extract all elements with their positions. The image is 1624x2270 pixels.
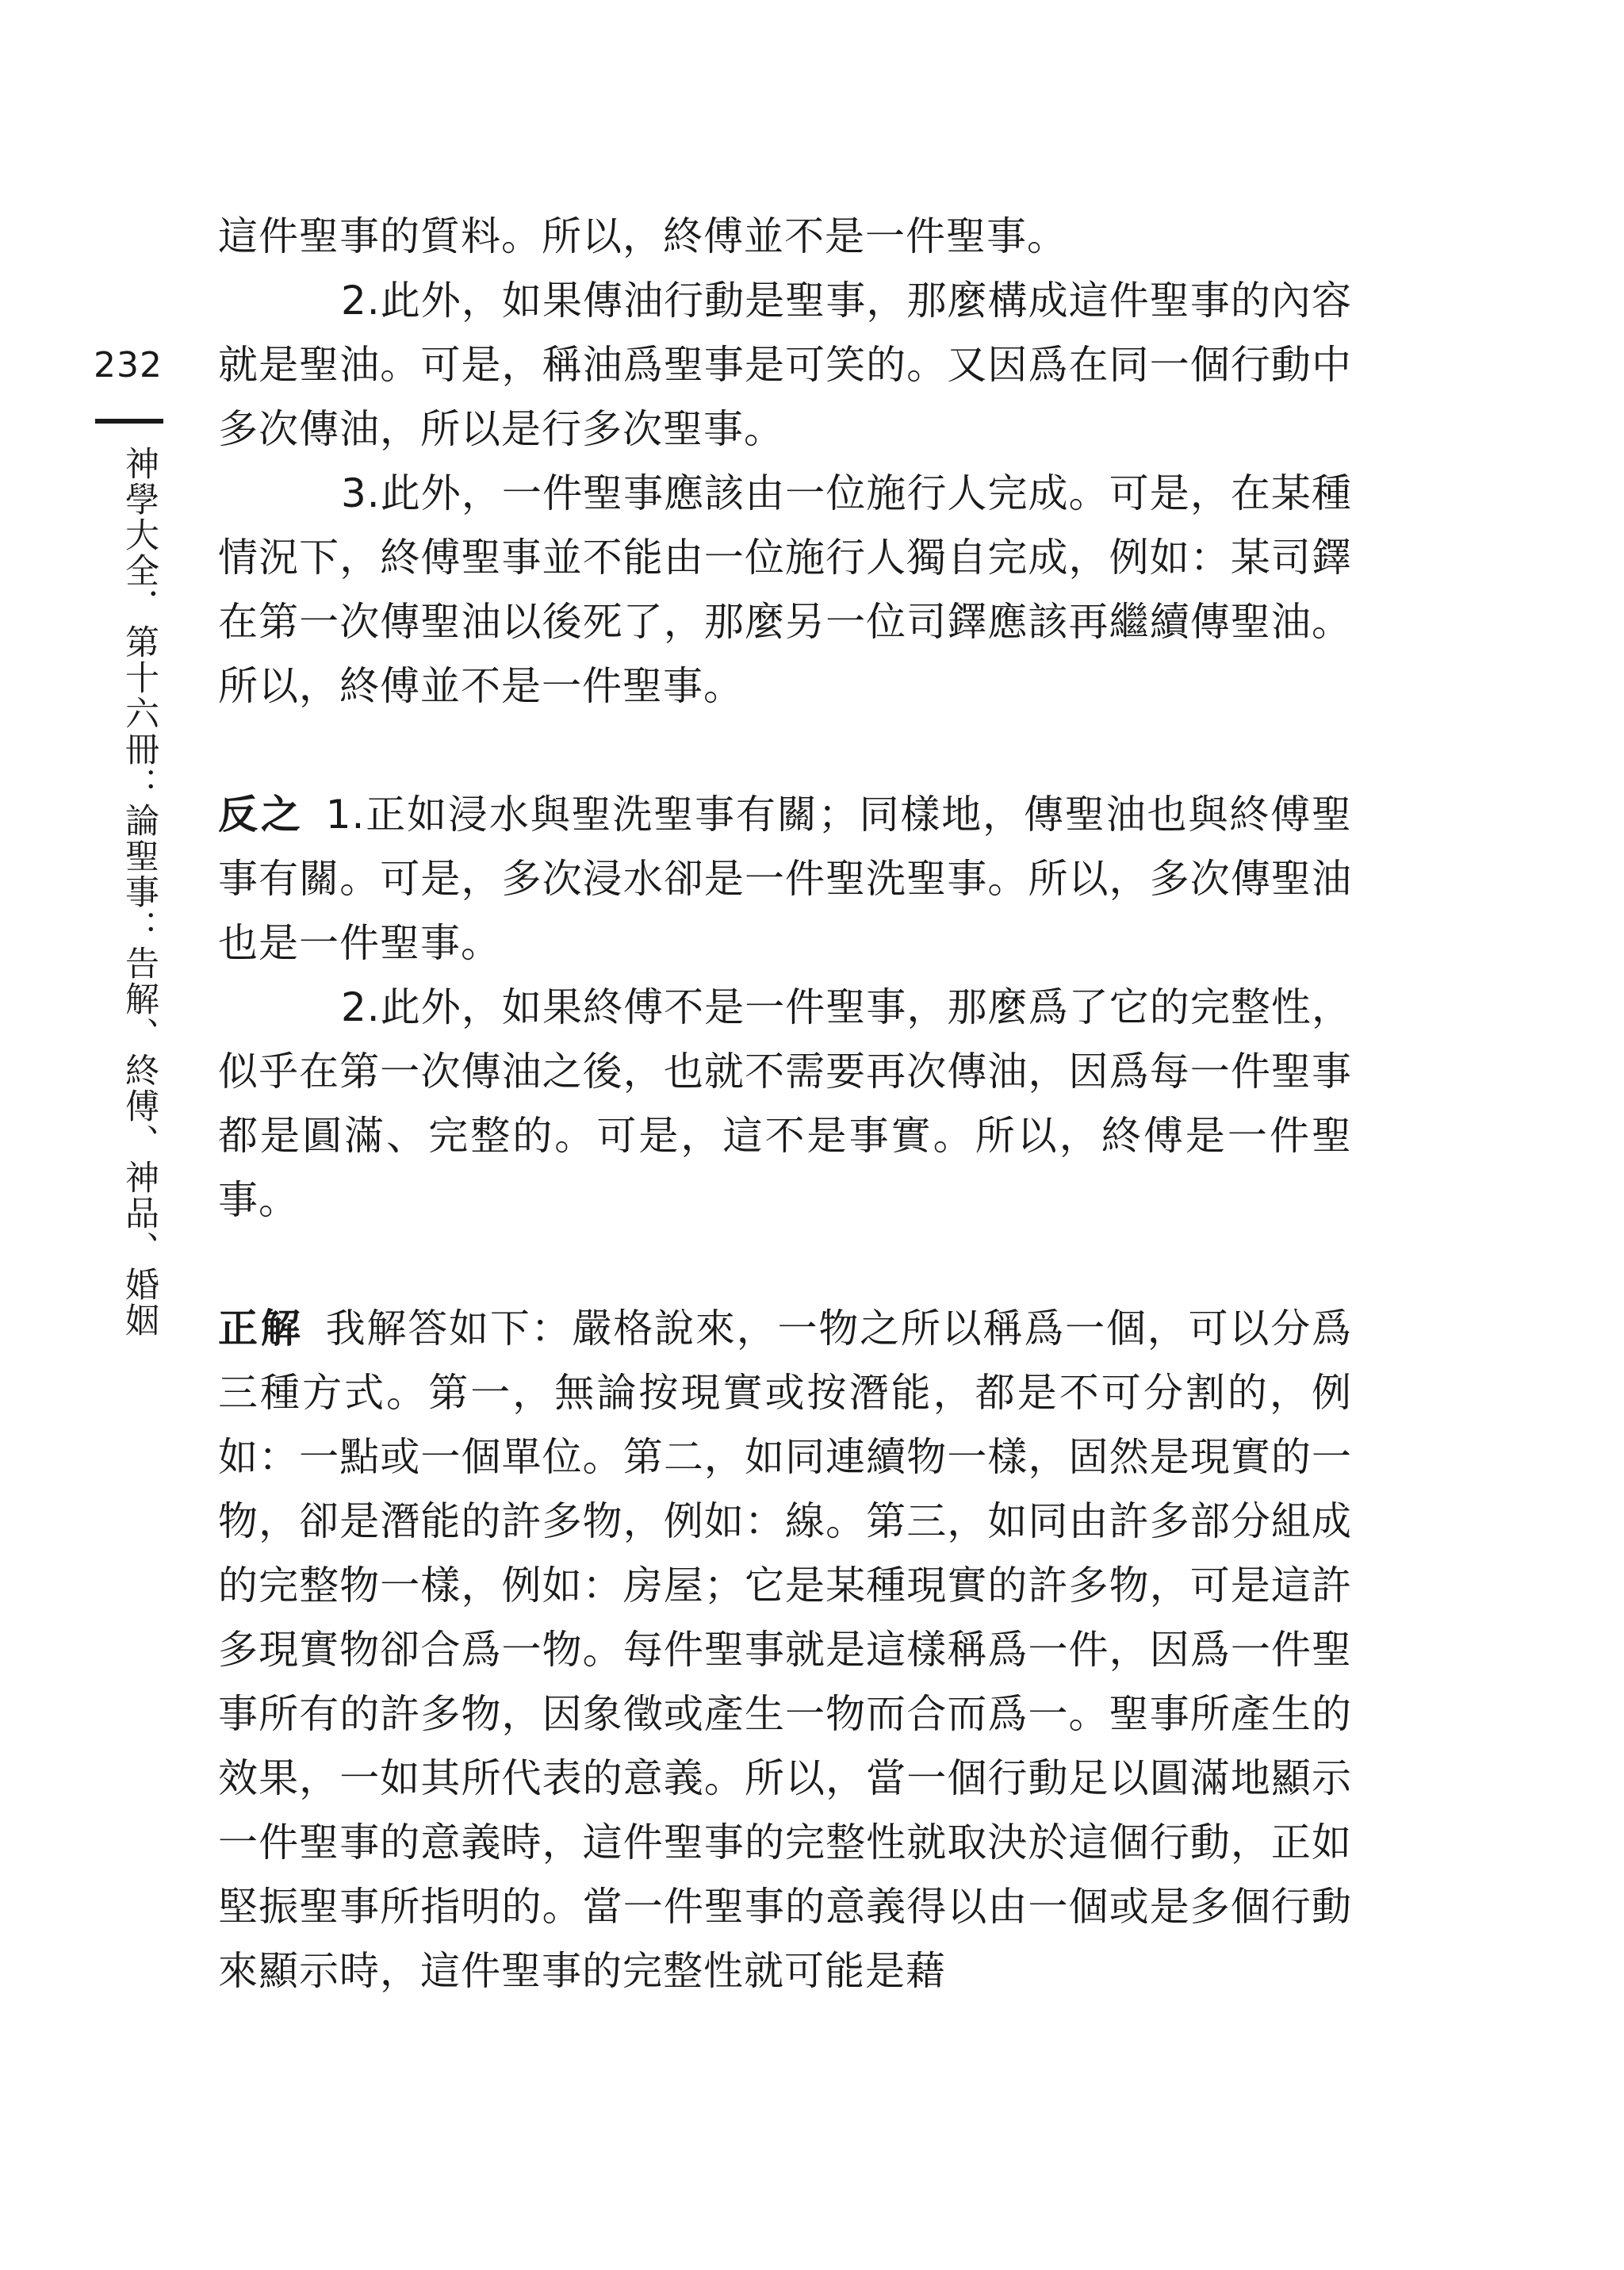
paragraph-answer — [218, 1297, 1352, 2004]
paragraph-text: 1.正如浸水與聖洗聖事有關；同樣地，傳聖油也與終傅聖事有關。可是，多次浸水卻是一件聖洗聖事。所以，多次傳聖油也是一件聖事。 — [218, 792, 1352, 966]
paragraph-text: 2.此外，如果終傅不是一件聖事，那麼爲了它的完整性，似乎在第一次傳油之後，也就不需要再次傳油，因爲每一件聖事都是圓滿、完整的。可是，這不是事實。所以，終傅是一件聖事。 — [218, 984, 1352, 1223]
paragraph-on-the-contrary-1 — [218, 783, 1352, 976]
paragraph-objection-3 — [218, 462, 1352, 719]
margin-rule — [95, 419, 163, 424]
paragraph-text: 這件聖事的質料。所以，終傅並不是一件聖事。 — [218, 213, 1067, 259]
section-label-on-the-contrary: 反之 — [218, 792, 304, 838]
section-label-answer: 正解 — [218, 1306, 304, 1352]
running-head: 神學大全．第十六冊：論聖事：告解、終傅、神品、婚姻 — [120, 446, 159, 1338]
paragraph-text: 我解答如下：嚴格說來，一物之所以稱爲一個，可以分爲三種方式。第一，無論按現實或按潛能，都是不可分割的，例如：一點或一個單位。第二，如同連續物一樣，固然是現實的一物，卻是潛能的許多物，例如：線。第三，如同由許多部分組成的完整物一樣，例如：房屋；它是某種現實的許多物，可是這許多現實物卻合爲一物。每件聖事就是這樣稱爲一件，因爲一件聖事所有的許多物，因象徵或產生一物而合而爲一。聖事所產生的效果，一如其所代表的意義。所以，當一個行動足以圓滿地顯示一件聖事的意義時，這件聖事的完整性就取決於這個行動，正如堅振聖事所指明的。當一件聖事的意義得以由一個或是多個行動來顯示時，這件聖事的完整性就可能是藉 — [218, 1306, 1353, 1994]
body-text — [218, 205, 1352, 2004]
paragraph-objection-2 — [218, 269, 1352, 462]
paragraph-on-the-contrary-2 — [218, 976, 1352, 1233]
paragraph-text: 2.此外，如果傳油行動是聖事，那麼構成這件聖事的內容就是聖油。可是，稱油爲聖事是可笑的。又因爲在同一個行動中多次傳油，所以是行多次聖事。 — [218, 278, 1352, 452]
paragraph-text: 3.此外，一件聖事應該由一位施行人完成。可是，在某種情況下，終傅聖事並不能由一位施行人獨自完成，例如：某司鐸在第一次傳聖油以後死了，那麼另一位司鐸應該再繼續傳聖油。所以，終傅並不是一件聖事。 — [218, 470, 1352, 709]
paragraph-objection-1-end — [218, 205, 1352, 269]
page-number: 232 — [94, 345, 163, 385]
